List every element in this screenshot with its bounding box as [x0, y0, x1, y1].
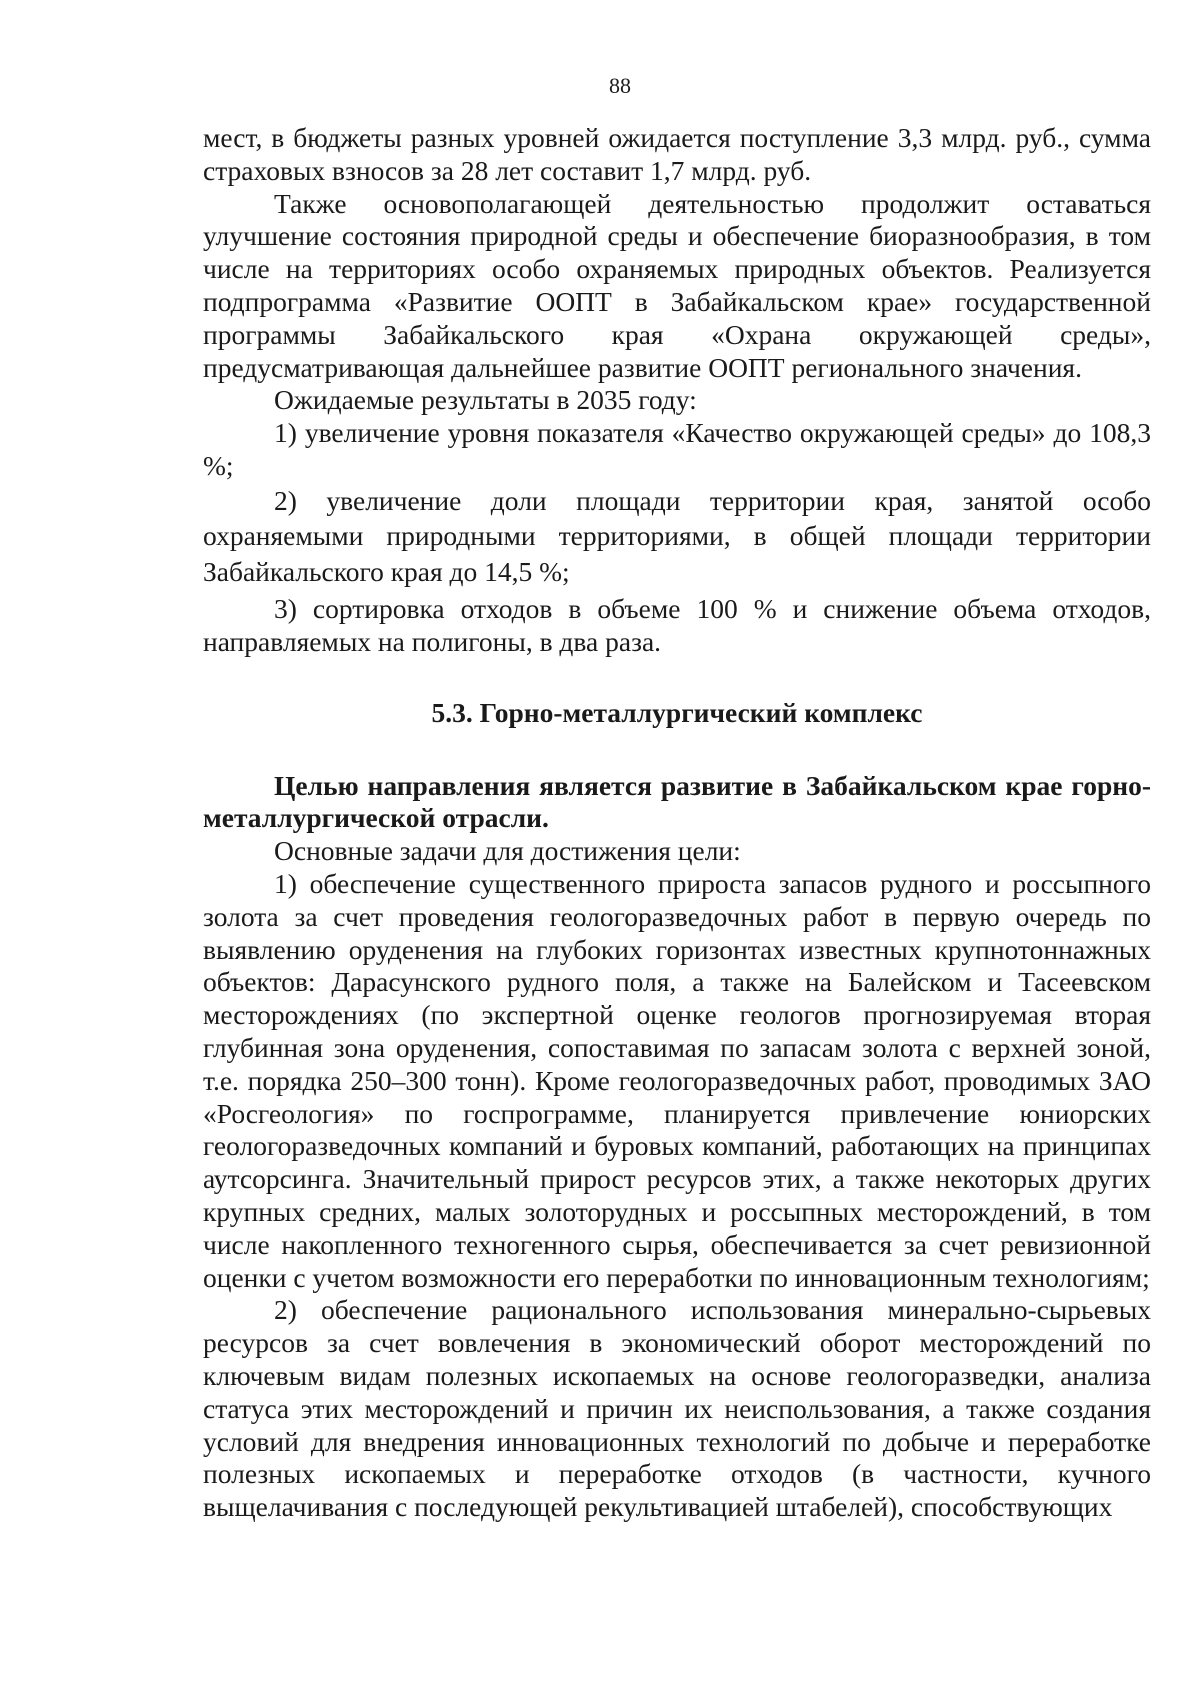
paragraph-expected-results: Ожидаемые результаты в 2035 году: [274, 384, 697, 416]
task-item-2: 2) обеспечение рационального использования минерально-сырьевых ресурсов за счет вовлечения в экономический оборот месторождений по ключевым видам полезных ископаемых на основе геологоразведки, анализа статуса этих месторождений и причин их неиспользования, а также создания условий для внедрения инновационных технологий по добыче и переработке полезных ископаемых и переработке отходов (в частности, кучного выщелачивания с последующей рекультивацией штабелей), способствующих [203, 1294, 1151, 1523]
section-heading: 5.3. Горно-металлургический комплекс [431, 696, 923, 728]
paragraph-main-tasks: Основные задачи для достижения цели: [274, 835, 741, 867]
list-item-1: 1) увеличение уровня показателя «Качество окружающей среды» до 108,3 %; [203, 417, 1151, 481]
paragraph-budget: мест, в бюджеты разных уровней ожидается поступление 3,3 млрд. руб., сумма страховых взносов за 28 лет составит 1,7 млрд. руб. [203, 122, 1151, 186]
page-number: 88 [609, 73, 631, 98]
goal-statement: Целью направления является развитие в Забайкальском крае горно-металлургической отрасли. [203, 769, 1151, 834]
list-item-2: 2) увеличение доли площади территории края, занятой особо охраняемыми природными территориями, в общей площади территории Забайкальского края до 14,5 %; [203, 484, 1151, 587]
task-item-1: 1) обеспечение существенного прироста запасов рудного и россыпного золота за счет проведения геологоразведочных работ в первую очередь по выявлению оруденения на глубоких горизонтах известных крупнотоннажных объектов: Дарасунского рудного поля, а также на Балейском и Тасеевском месторождениях (по экспертной оценке геологов прогнозируемая вторая глубинная зона оруденения, сопоставимая по запасам золота с верхней зоной, т.е. порядка 250–300 тонн). Кроме геологоразведочных работ, проводимых ЗАО «Росгеология» по госпрограмме, планируется привлечение юниорских геологоразведочных компаний и буровых компаний, работающих на принципах аутсорсинга. Значительный прирост ресурсов этих, а также некоторых других крупных средних, малых золоторудных и россыпных месторождений, в том числе накопленного техногенного сырья, обеспечивается за счет ревизионной оценки с учетом возможности его переработки по инновационным технологиям; [203, 868, 1151, 1293]
list-item-3: 3) сортировка отходов в объеме 100 % и снижение объема отходов, направляемых на полигоны, в два раза. [203, 593, 1151, 658]
paragraph-environment: Также основополагающей деятельностью продолжит оставаться улучшение состояния природной среды и обеспечение биоразнообразия, в том числе на территориях особо охраняемых природных объектов. Реализуется подпрограмма «Развитие ООПТ в Забайкальском крае» государственной программы Забайкальского края «Охрана окружающей среды», предусматривающая дальнейшее развитие ООПТ регионального значения. [203, 187, 1151, 383]
document-body [203, 122, 1151, 1524]
